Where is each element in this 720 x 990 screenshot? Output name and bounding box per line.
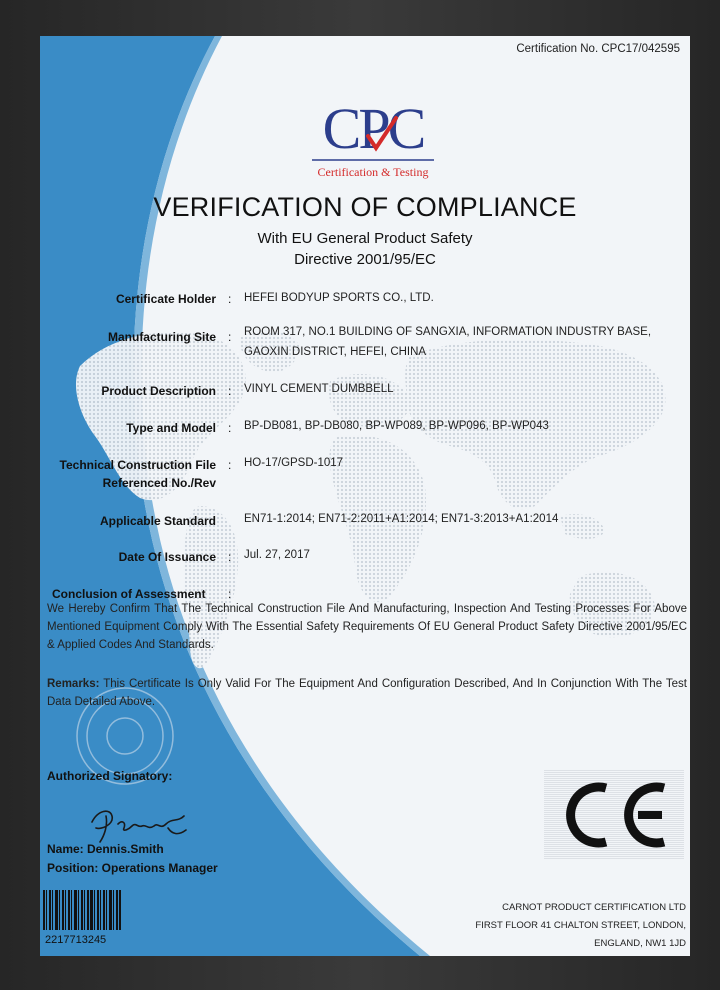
- field-value-site-line-1: ROOM 317, NO.1 BUILDING OF SANGXIA, INFORMATION INDUSTRY BASE,: [244, 326, 652, 338]
- field-colon: :: [228, 384, 232, 398]
- barcode-icon: [43, 890, 121, 930]
- barcode-number: 2217713245: [45, 934, 107, 946]
- remarks-label: Remarks:: [47, 678, 100, 690]
- signatory-name: Name: Dennis.Smith: [47, 842, 164, 856]
- ce-mark-panel: [544, 770, 684, 860]
- field-value-model: BP-DB081, BP-DB080, BP-WP089, BP-WP096, BP-WP043: [244, 420, 549, 432]
- field-value-date: Jul. 27, 2017: [244, 549, 310, 561]
- field-colon: :: [228, 587, 232, 601]
- field-label-tcf: Technical Construction File: [59, 458, 216, 472]
- subtitle-line-1: With EU General Product Safety: [257, 230, 473, 247]
- field-label-standard: Applicable Standard: [99, 514, 216, 528]
- conclusion-label: Conclusion of Assessment: [52, 587, 206, 601]
- issuer-name: CARNOT PRODUCT CERTIFICATION LTD: [502, 902, 686, 913]
- field-label-tcf-ref: Referenced No./Rev: [102, 476, 216, 490]
- field-label-site: Manufacturing Site: [107, 330, 216, 344]
- field-colon: :: [228, 550, 232, 564]
- subtitle-line-2: Directive 2001/95/EC: [294, 251, 436, 268]
- field-value-standard: EN71-1:2014; EN71-2:2011+A1:2014; EN71-3:2013+A1:2014: [244, 513, 559, 525]
- certification-number: Certification No. CPC17/042595: [516, 43, 680, 55]
- signatory-position: Position: Operations Manager: [47, 861, 218, 875]
- document-title: VERIFICATION OF COMPLIANCE: [153, 192, 577, 222]
- ce-mark-text: CE: [544, 770, 546, 771]
- field-colon: :: [228, 292, 232, 306]
- certificate-sheet: [40, 36, 690, 956]
- field-label-holder: Certificate Holder: [115, 292, 216, 306]
- field-value-site-line-2: GAOXIN DISTRICT, HEFEI, CHINA: [244, 346, 427, 358]
- ce-mark-icon: [544, 770, 684, 860]
- field-colon: :: [228, 458, 232, 472]
- field-value-product: VINYL CEMENT DUMBBELL: [244, 383, 394, 395]
- conclusion-text: We Hereby Confirm That The Technical Construction File And Manufacturing, Inspection And Testing Processes For Above Mentioned Equipment Comply With The Essential Safety Requirements Of EU General Product Safety Directive 2001/95/EC & Applied Codes And Standards.: [47, 603, 687, 651]
- svg-text:CPC: CPC: [322, 98, 424, 161]
- signatory-label: Authorized Signatory:: [47, 769, 173, 783]
- signature-icon: [88, 800, 198, 848]
- field-label-model: Type and Model: [126, 421, 216, 435]
- field-colon: :: [228, 421, 232, 435]
- field-value-tcf: HO-17/GPSD-1017: [244, 457, 344, 469]
- field-value-holder: HEFEI BODYUP SPORTS CO., LTD.: [244, 292, 434, 304]
- issuer-address-line-2: ENGLAND, NW1 1JD: [594, 938, 686, 949]
- remarks-text: This Certificate Is Only Valid For The Equipment And Configuration Described, And In Conjunction With The Test Data Detailed Above.: [47, 678, 687, 708]
- field-label-product: Product Description: [101, 384, 216, 398]
- remarks-block: [47, 675, 687, 711]
- field-label-date: Date Of Issuance: [118, 550, 216, 564]
- cpc-logo: [308, 98, 438, 184]
- svg-text:Certification & Testing: Certification & Testing: [317, 165, 429, 179]
- issuer-address-line-1: FIRST FLOOR 41 CHALTON STREET, LONDON,: [475, 920, 686, 931]
- field-colon: :: [228, 330, 232, 344]
